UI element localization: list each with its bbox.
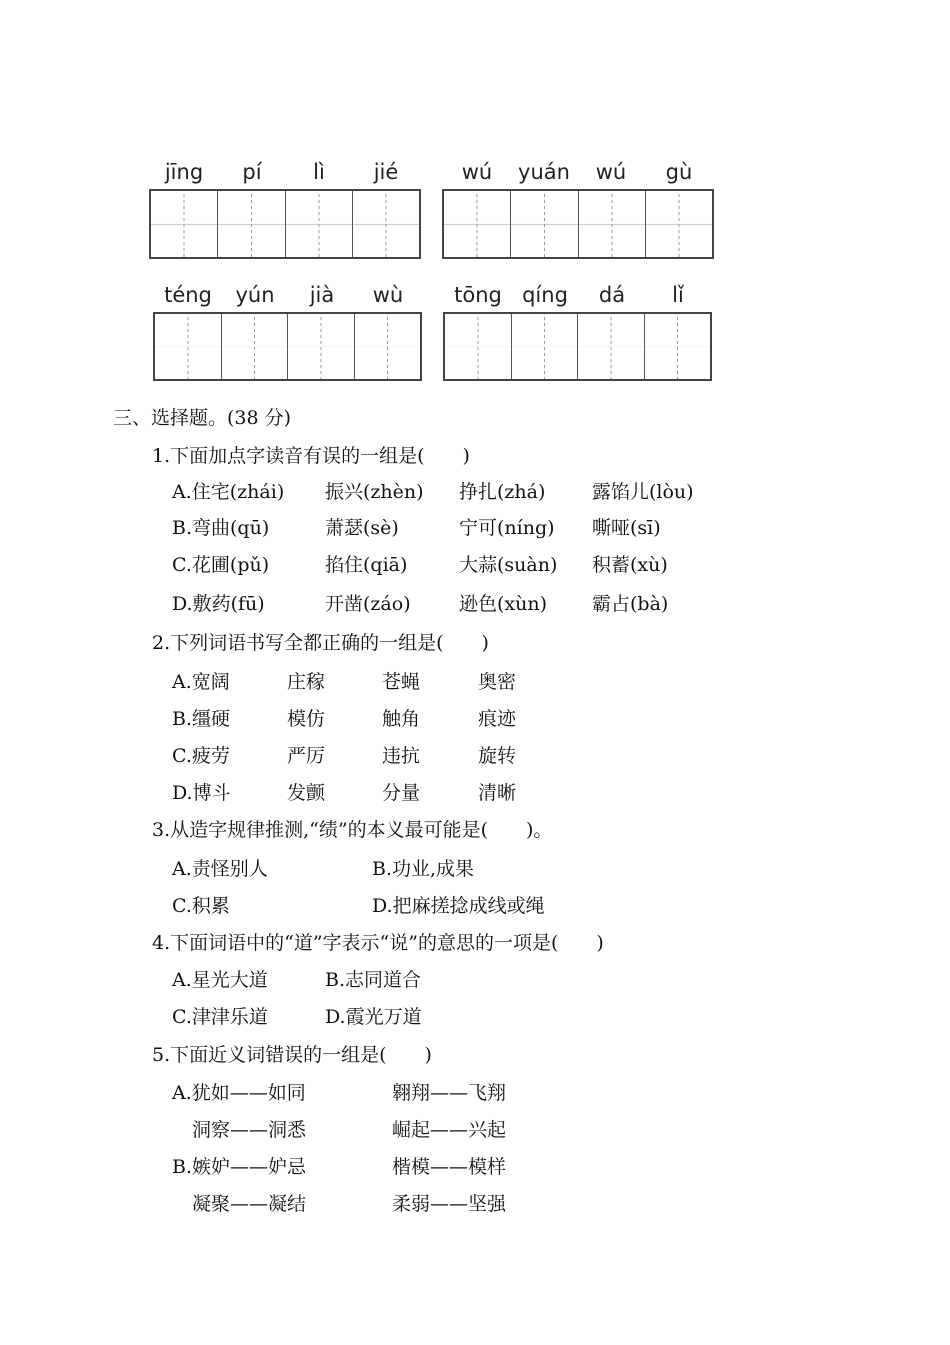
q1-b-2: 萧瑟(sè) (325, 517, 399, 539)
q2-c-2: 严厉 (287, 745, 326, 767)
q1-b-3: 宁可(níng) (459, 517, 555, 539)
pinyin-syllable: jià (309, 283, 335, 307)
q1-c-2: 掐住(qiā) (325, 554, 408, 576)
q5-a-1[interactable]: A.犹如——如同 (172, 1082, 306, 1104)
pinyin-group-3 (154, 283, 422, 311)
q2-a-2: 庄稼 (287, 671, 326, 693)
q2-d-4: 清晰 (478, 782, 517, 804)
q1-a-2: 振兴(zhèn) (325, 481, 424, 503)
q5-b-3: 凝聚——凝结 (192, 1193, 307, 1215)
pinyin-syllable: wù (372, 283, 404, 307)
q1-c-3: 大蒜(suàn) (459, 554, 558, 576)
q4-option-c[interactable]: C.津津乐道 (172, 1006, 268, 1028)
q1-b-1[interactable]: B.弯曲(qū) (172, 517, 270, 539)
q1-d-2: 开凿(záo) (325, 593, 411, 615)
q1-d-4: 霸占(bà) (592, 593, 669, 615)
pinyin-syllable: pí (242, 160, 262, 184)
pinyin-syllable: wú (595, 160, 627, 184)
q1-d-1[interactable]: D.敷药(fū) (172, 593, 265, 615)
q5-b-4: 柔弱——坚强 (392, 1193, 507, 1215)
pinyin-syllable: yún (235, 283, 275, 307)
q2-b-4: 痕迹 (478, 708, 517, 730)
q2-c-3: 违抗 (382, 745, 421, 767)
pinyin-syllable: yuán (518, 160, 570, 184)
q2-a-1[interactable]: A.宽阔 (172, 671, 230, 693)
pinyin-syllable: dá (598, 283, 626, 307)
pinyin-syllable: tōng (454, 283, 502, 307)
pinyin-syllable: lǐ (672, 283, 684, 307)
question-5-stem: 5.下面近义词错误的一组是( ) (152, 1044, 432, 1066)
q1-a-1[interactable]: A.住宅(zhái) (172, 481, 285, 503)
question-2-stem: 2.下列词语书写全都正确的一组是( ) (152, 632, 489, 654)
question-4-stem: 4.下面词语中的“道”字表示“说”的意思的一项是( ) (152, 932, 604, 954)
q5-a-4: 崛起——兴起 (392, 1119, 507, 1141)
q5-b-1[interactable]: B.嫉妒——妒忌 (172, 1156, 307, 1178)
pinyin-syllable: téng (164, 283, 212, 307)
q2-d-2: 发颤 (287, 782, 326, 804)
q4-option-a[interactable]: A.星光大道 (172, 969, 268, 991)
q2-a-4: 奥密 (478, 671, 517, 693)
pinyin-syllable: gù (665, 160, 693, 184)
q3-option-a[interactable]: A.责怪别人 (172, 858, 268, 880)
pinyin-group-4 (444, 283, 712, 311)
q5-a-3: 洞察——洞悉 (192, 1119, 307, 1141)
q5-a-2: 翱翔——飞翔 (392, 1082, 507, 1104)
writing-grid-1[interactable] (149, 189, 421, 259)
q2-b-2: 模仿 (287, 708, 326, 730)
q4-option-d[interactable]: D.霞光万道 (325, 1006, 422, 1028)
writing-grid-4[interactable] (443, 312, 712, 381)
pinyin-syllable: jié (373, 160, 399, 184)
q3-option-c[interactable]: C.积累 (172, 895, 230, 917)
pinyin-syllable: qíng (522, 283, 568, 307)
q1-c-1[interactable]: C.花圃(pǔ) (172, 554, 270, 576)
writing-grid-2[interactable] (442, 189, 714, 259)
q3-option-b[interactable]: B.功业,成果 (372, 858, 475, 880)
q2-c-1[interactable]: C.疲劳 (172, 745, 230, 767)
q2-a-3: 苍蝇 (382, 671, 421, 693)
q1-a-4: 露馅儿(lòu) (592, 481, 694, 503)
q5-b-2: 楷模——模样 (392, 1156, 507, 1178)
q2-b-1[interactable]: B.缰硬 (172, 708, 231, 730)
q1-a-3: 挣扎(zhá) (459, 481, 546, 503)
question-1-stem: 1.下面加点字读音有误的一组是( ) (152, 445, 470, 467)
pinyin-syllable: wú (461, 160, 493, 184)
pinyin-syllable: jīng (164, 160, 204, 184)
q2-d-1[interactable]: D.博斗 (172, 782, 231, 804)
pinyin-group-2 (443, 160, 713, 188)
q1-b-4: 嘶哑(sī) (592, 517, 661, 539)
section-title: 三、选择题。(38 分) (113, 407, 292, 429)
q3-option-d[interactable]: D.把麻搓捻成线或绳 (372, 895, 545, 917)
q2-b-3: 触角 (382, 708, 421, 730)
pinyin-syllable: lì (313, 160, 325, 184)
q1-c-4: 积蓄(xù) (592, 554, 668, 576)
writing-grid-3[interactable] (153, 312, 422, 381)
question-3-stem: 3.从造字规律推测,“绩”的本义最可能是( )。 (152, 819, 553, 841)
pinyin-group-1 (150, 160, 420, 188)
q2-d-3: 分量 (382, 782, 421, 804)
q1-d-3: 逊色(xùn) (459, 593, 548, 615)
q2-c-4: 旋转 (478, 745, 517, 767)
q4-option-b[interactable]: B.志同道合 (325, 969, 422, 991)
